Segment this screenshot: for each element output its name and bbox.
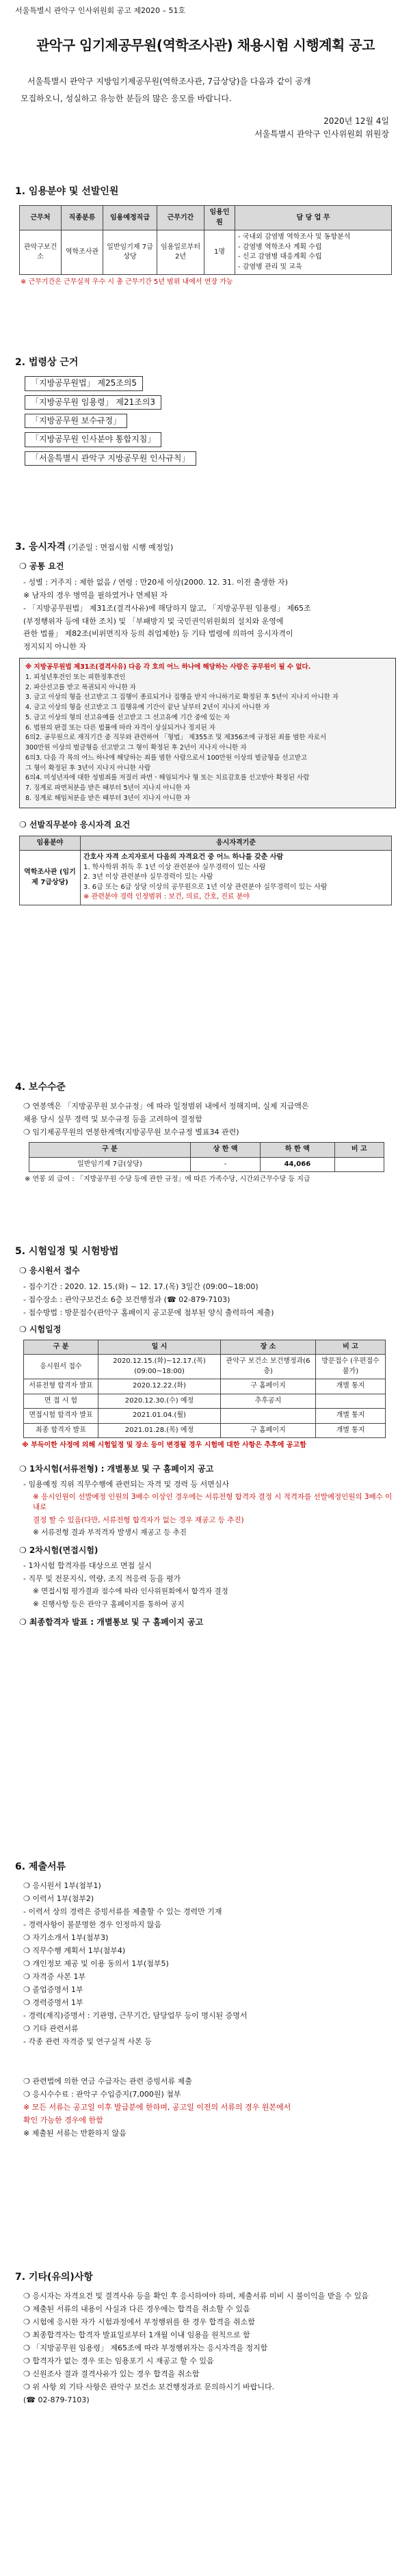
pay-line-1: ❍ 연봉액은 「지방공무원 보수규정」에 따라 일정범위 내에서 정해지며, 실제 지급액은 [23,1102,309,1111]
salary-row [29,1157,384,1172]
schedule-row [24,1423,386,1438]
schedule-table [23,1340,386,1439]
criteria-2: 2. 3년 이상 관련분야 실무경력이 있는 사람 [83,873,213,881]
section-3 [15,540,396,905]
law-4: 「지방공무원 인사분야 통합지침」 [25,432,161,447]
issuer: 서울특별시 관악구 인사위원회 위원장 [254,129,389,140]
sched-date: 2021.01.04.(월) [98,1409,221,1424]
th-datetime: 일 시 [98,1340,221,1355]
stage-2-line-1: - 1차시험 합격자를 대상으로 면접 실시 [23,1561,152,1571]
sched-note: 방문접수 (우편접수 불가) [316,1355,386,1379]
doc-extra: ❍ 관련법에 의한 연금 수급자는 관련 증빙서류 제출 [23,2077,192,2086]
th-stage: 구 분 [24,1340,98,1355]
section-7 [15,2270,396,2408]
schedule-note: ※ 부득이한 사정에 의해 시험일정 및 장소 등이 변경될 경우 시험에 대한 사항은 추후에 공고함 [22,1442,306,1450]
final-announcement: ❍ 최종합격자 발표 : 개별통보 및 구 홈페이지 공고 [19,1617,204,1627]
section-5-title: 5. 시험일정 및 시험방법 [15,1246,119,1257]
accept-line-1: - 접수기간 : 2020. 12. 15.(화) ~ 12. 17.(목) 3일간 (09:00~18:00) [23,1282,258,1291]
section-7-title: 7. 기타(유의)사항 [15,2272,93,2283]
common-line-5: 관한 법률」 제82조(비위면직자 등의 취업제한) 등 기타 법령에 의하여 응시자격이 [23,629,293,639]
common-line-1: - 성별 : 거주지 : 제한 없음 / 연령 : 만20세 이상(2000. 12. 31. 이전 출생한 자) [23,577,288,587]
doc-extra: ※ 제출된 서류는 반환하지 않음 [23,2129,127,2138]
salary-table [29,1142,384,1172]
stage-1-title: ❍ 1차시험(서류전형) : 개별통보 및 구 홈페이지 공고 [19,1463,214,1474]
positions-row [20,230,392,275]
pay-note: ※ 연봉 외 급여 : 「지방공무원 수당 등에 관한 규정」에 따른 가족수당, 시간외근무수당 등 지급 [25,1176,310,1184]
sched-date: 2020.12.15.(화)~12.17.(목) (09:00~18:00) [98,1355,221,1379]
notice-date: 2020년 12월 4일 [323,116,389,126]
sched-place: 추후공지 [221,1394,316,1409]
sched-date: 2021.01.28.(목) 예정 [98,1423,221,1438]
th-upper: 상 한 액 [190,1143,260,1158]
sched-place: 구 홈페이지 [221,1379,316,1394]
th-field: 임용분야 [20,836,81,851]
criteria-3: 3. 6급 또는 6급 상당 이상의 공무원으로 1년 이상 관련분야 실무경력이 있는 사람 [83,883,328,891]
stage-1-line-3: 결정 할 수 있음(다만, 서류전형 합격자가 없는 경우 재공고 등 추진) [33,1515,244,1524]
stage-1-line-4: ※ 서류전형 결과 부적격자 발생시 재공고 등 추진 [33,1528,187,1537]
qualification-header-row [20,836,392,851]
notice-number: 서울특별시 관악구 인사위원회 공고 제2020 – 51호 [15,6,186,15]
positions-table [19,205,392,275]
doc-item: ❍ 이력서 1부(첨부2) [23,1894,94,1904]
doc-item: ❍ 개인정보 제공 및 이용 동의서 1부(첨부5) [23,1958,169,1968]
section-2-title: 2. 법령상 근거 [15,357,79,368]
notice-item: ❍ 합격자가 없는 경우 또는 임용포기 시 재공고 할 수 있음 [23,2356,214,2365]
th-category: 구 분 [29,1143,191,1158]
cell-office: 관악구보건소 [20,230,62,275]
sched-note: 개별 통지 [316,1423,386,1438]
law-1: 「지방공무원법」 제25조의5 [25,376,143,390]
stage-2-line-4: ※ 진행사항 등은 관악구 홈페이지를 통하여 공지 [33,1599,185,1608]
disq-3: 3. 금고 이상의 형을 선고받고 그 집행이 종료되거나 집행을 받지 아니하기로 확정된 후 5년이 지나지 아니한 자 [25,693,339,702]
doc-item: ❍ 직무수행 계획서 1부(첨부4) [23,1946,126,1955]
doc-item: ❍ 기타 관련서류 [23,2023,79,2033]
stage-1-line-2: ※ 응시인원이 선발예정 인원의 3배수 이상인 경우에는 서류전형 합격자 결정 시 적격자를 선발예정인원의 3배수 이내로 [33,1493,393,1512]
pay-line-3: ❍ 임기제공무원의 연봉한계액(지방공무원 보수규정 별표34 관련) [23,1128,239,1137]
sched-place: 관악구 보건소 보건행정과(6층) [221,1355,316,1379]
th-note: 비 고 [316,1340,386,1355]
common-requirements-title: ❍ 공통 요건 [19,561,64,572]
schedule-row [24,1394,386,1409]
disq-13: 8. 징계로 해임처분을 받은 때부터 3년이 지나지 아니한 자 [25,794,191,802]
doc-item: ❍ 졸업증명서 1부 [23,1984,83,1994]
section-6 [15,1860,396,2141]
cell-duties [235,230,392,275]
common-line-2: ※ 남자의 경우 병역을 필하였거나 면제된 자 [23,590,168,600]
section-4-title: 4. 보수수준 [15,1082,66,1093]
doc-item: - 경력(재직)증명서 : 기관명, 근무기간, 담당업무 등이 명시된 증명서 [23,2010,248,2020]
stage-2-line-3: ※ 면접시험 평가결과 점수에 따라 인사위원회에서 합격자 결정 [33,1587,228,1596]
schedule-row [24,1355,386,1379]
th-duties: 담 당 업 무 [235,206,392,230]
disq-4: 4. 금고 이상의 형을 선고받고 그 집행유예 기간이 끝난 날부터 2년이 지나지 아니한 자 [25,704,270,712]
disq-8: 300만원 이상의 벌금형을 선고받고 그 형이 확정된 후 2년이 지나지 아니한 자 [25,744,247,752]
stage-2-line-2: - 직무 및 전문지식, 역량, 조직 적응력 등을 평가 [23,1574,181,1584]
sched-date: 2020.12.22.(화) [98,1379,221,1394]
criteria-1: 1. 학사학위 취득 후 1년 이상 관련분야 실무경력이 있는 사람 [83,863,266,871]
section-1-note: ※ 근무기간은 근무실적 우수 시 총 근무기간 5년 범위 내에서 연장 가능 [21,278,233,287]
notice-item: ❍ 제출된 서류의 내용이 사실과 다른 경우에는 합격을 취소할 수 있음 [23,2305,250,2314]
qualification-table [19,836,392,905]
schedule-header-row [24,1340,386,1355]
duty-3: - 신고 감염병 대응계획 수립 [238,253,322,261]
sched-stage: 면접시험 합격자 발표 [24,1409,98,1424]
section-3-title-main: 3. 응시자격 [15,542,66,553]
sched-stage: 면 접 시 험 [24,1394,98,1409]
notice-item: ❍ 「지방공무원 임용령」 제65조에 따라 부정행위자는 응시자격을 정지함 [23,2343,268,2353]
section-2 [15,356,396,470]
doc-item: - 경력사항이 불분명한 경우 인정하지 않음 [23,1920,162,1930]
cell-type: 역학조사관 [62,230,103,275]
salary-header-row [29,1143,384,1158]
criteria-main: 간호사 자격 소지자로서 다음의 자격요건 중 어느 하나를 갖춘 사람 [83,853,284,862]
sched-note: 개별 통지 [316,1409,386,1424]
doc-item: - 이력서 상의 경력은 증빙서류를 제출할 수 있는 경력만 기재 [23,1907,222,1917]
th-type: 직종분류 [62,206,103,230]
disqualification-title: ※ 지방공무원법 제31조(결격사유) 다음 각 호의 어느 하나에 해당하는 사람은 공무원이 될 수 없다. [25,663,311,672]
sched-place [221,1409,316,1424]
common-line-4: (부정행위자 등에 대한 조치) 및 「부패방지 및 국민권익위원회의 설치와 운영에 [23,616,284,626]
cell-remark [334,1157,384,1172]
disq-7: 6의2. 공무원으로 재직기간 중 직무와 관련하여 「형법」 제355조 및 제356조에 규정된 죄를 범한 자로서 [25,734,327,742]
doc-item: ❍ 자격증 사본 1부 [23,1971,86,1981]
cell-count: 1명 [204,230,235,275]
notice-item: ❍ 위 사항 외 기타 사항은 관악구 보건소 보건행정과로 문의하시기 바랍니다. [23,2382,275,2391]
application-title: ❍ 응시원서 접수 [19,1266,80,1276]
section-5 [15,1245,396,1632]
notice-item: ❍ 최종합격자는 합격자 발표일로부터 1개월 이내 임용을 원칙으로 함 [23,2331,250,2340]
duty-1: - 국내외 감염병 역학조사 및 동향분석 [238,233,351,241]
disq-11: 6의4. 미성년자에 대한 성범죄를 저질러 파면ㆍ해임되거나 형 또는 치료감호를 선고받아 확정된 사람 [25,774,310,782]
disq-5: 5. 금고 이상의 형의 선고유예를 선고받고 그 선고유예 기간 중에 있는 자 [25,713,230,721]
pay-line-2: 채용 당시 실무 경력 및 보수규정 등을 고려하여 결정함 [23,1115,202,1124]
disq-2: 2. 파산선고를 받고 복권되지 아니한 자 [25,683,136,691]
sched-stage: 최종 합격자 발표 [24,1423,98,1438]
cell-upper: - [190,1157,260,1172]
section-1 [15,185,396,288]
common-line-6: 정지되지 아니한 자 [23,642,87,652]
cell-field: 역학조사관 (임기제 7급상당) [20,851,81,905]
law-3: 「지방공무원 보수규정」 [25,414,127,428]
law-2: 「지방공무원 임용령」 제21조의3 [25,395,161,410]
disq-10: 그 형이 확정된 후 3년이 지나지 아니한 사람 [25,764,151,772]
section-3-title-suffix: (기준일 : 면접시험 시행 예정일) [66,543,174,552]
duty-2: - 감염병 역학조사 계획 수립 [238,243,322,251]
intro-line-1: 서울특별시 관악구 지방임기제공무원(역학조사관, 7급상당)을 다음과 같이 공개 [27,76,311,86]
schedule-row [24,1409,386,1424]
positions-header-row [20,206,392,230]
doc-item: ❍ 자기소개서 1부(첨부3) [23,1933,109,1943]
accept-line-3: - 접수방법 : 방문접수(관악구 홈페이지 공고문에 첨부된 양식 출력하여 제출) [23,1307,274,1317]
doc-item: - 각종 관련 자격증 및 연구실적 사본 등 [23,2036,152,2046]
stage-2-title: ❍ 2차시험(면접시험) [19,1545,98,1556]
disq-1: 1. 피성년후견인 또는 피한정후견인 [25,674,126,682]
document-title: 관악구 임기제공무원(역학조사관) 채용시험 시행계획 공고 [36,36,375,53]
notice-item: ❍ 신원조사 결과 결격사유가 있는 경우 합격을 취소함 [23,2369,200,2378]
specific-requirements-title: ❍ 선발직무분야 응시자격 요건 [19,820,131,830]
th-remark: 비 고 [334,1143,384,1158]
disq-12: 7. 징계로 파면처분을 받은 때부터 5년이 지나지 아니한 자 [25,784,191,792]
sched-place: 구 홈페이지 [221,1423,316,1438]
section-6-title: 6. 제출서류 [15,1861,66,1872]
th-place: 장 소 [221,1340,316,1355]
sched-note [316,1394,386,1409]
th-office: 근무처 [20,206,62,230]
th-grade: 임용예정직급 [103,206,157,230]
sched-note: 개별 통지 [316,1379,386,1394]
th-count: 임용인원 [204,206,235,230]
section-3-title [15,540,396,554]
sched-stage: 응시원서 접수 [24,1355,98,1379]
sched-date: 2020.12.30.(수) 예정 [98,1394,221,1409]
schedule-title: ❍ 시험일정 [19,1324,62,1334]
cell-lower: 44,066 [261,1157,334,1172]
cell-grade: 일반임기제 7급상당 [103,230,157,275]
sched-stage: 서류전형 합격자 발표 [24,1379,98,1394]
cell-category: 일반임기제 7급(상당) [29,1157,191,1172]
doc-extra: ❍ 응시수수료 : 관악구 수입증지(7,000원) 첨부 [23,2090,181,2099]
notice-item: ❍ 시험에 응시한 자가 시험과정에서 부정행위를 한 경우 합격을 취소함 [23,2318,255,2327]
notice-item: ❍ 응시자는 자격요건 및 결격사유 등을 확인 후 응시하여야 하며, 제출서류 미비 시 불이익을 받을 수 있음 [23,2292,369,2301]
qualification-row [20,851,392,905]
common-line-3: - 「지방공무원법」 제31조(결격사유)에 해당하지 않고, 「지방공무원 임용령」 제65조 [23,603,311,613]
cell-period: 임용일로부터 2년 [157,230,204,275]
accept-line-2: - 접수장소 : 관악구보건소 6층 보건행정과 (☎ 02-879-7103) [23,1294,230,1304]
duty-4: - 감염병 관리 및 교육 [238,263,302,271]
th-period: 근무기간 [157,206,204,230]
th-criteria: 응시자격기준 [81,836,392,851]
criteria-note: ※ 관련분야 경력 인정범위 : 보건, 의료, 간호, 진료 분야 [83,893,250,901]
doc-extra: 확인 가능한 경우에 한함 [23,2116,103,2125]
disq-6: 6. 법원의 판결 또는 다른 법률에 따라 자격이 상실되거나 정지된 자 [25,723,215,732]
doc-item: ❍ 경력증명서 1부 [23,1997,83,2007]
intro-line-2: 모집하오니, 성실하고 유능한 분들의 많은 응모를 바랍니다. [21,93,232,103]
stage-1-line-1: - 임용예정 직위 직무수행에 관련되는 자격 및 경력 등 서면심사 [23,1480,230,1489]
doc-item: ❍ 응시원서 1부(첨부1) [23,1881,101,1891]
th-lower: 하 한 액 [261,1143,334,1158]
section-1-title: 1. 임용분야 및 선발인원 [15,186,119,197]
doc-extra: ※ 모든 서류는 공고일 이후 발급분에 한하며, 공고일 이전의 서류의 경우 원본에서 [23,2103,291,2112]
disq-9: 6의3. 다음 각 목의 어느 하나에 해당하는 죄를 범한 사람으로서 100만원 이상의 벌금형을 선고받고 [25,754,308,762]
schedule-row [24,1379,386,1394]
law-5: 「서울특별시 관악구 지방공무원 인사규칙」 [25,451,196,466]
disqualification-box [19,658,396,808]
section-4 [15,1080,396,1185]
cell-criteria [81,851,392,905]
notice-item: (☎ 02-879-7103) [23,2395,90,2404]
